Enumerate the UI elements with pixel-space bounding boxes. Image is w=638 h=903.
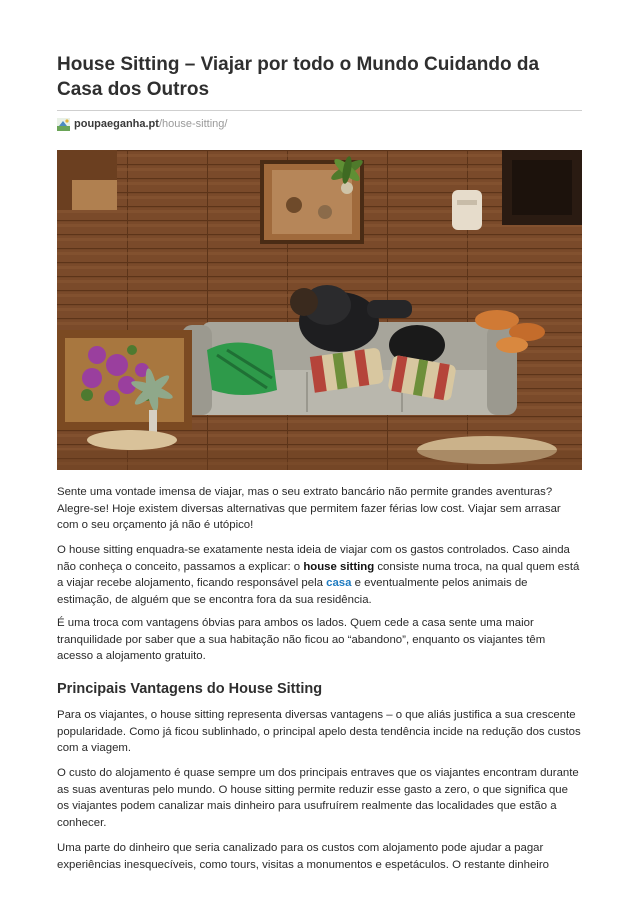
casa-link[interactable]: casa <box>326 577 352 589</box>
section-heading-advantages: Principais Vantagens do House Sitting <box>57 681 323 697</box>
paragraph-exchange: É uma troca com vantagens óbvias para ambos os lados. Quem cede a casa sente uma maior tranquilidade por saber que a sua habitação não ficou ao “abandono”, enquanto os viajantes têm acesso a alojamento gratuito. <box>57 617 546 662</box>
paragraph-concept <box>57 542 582 608</box>
hero-image-living-room <box>57 150 582 470</box>
paragraph-concept-part-3: e eventualmente pelos animais de estimação, de alguém que se encontra fora da sua residência. <box>57 577 528 606</box>
paragraph-intro: Sente uma vontade imensa de viajar, mas o seu extrato bancário não permite grandes aventuras? Alegre-se! Hoje existem diversas alternativas que permitem fazer férias low cost. Viajar sem arrasar com o seu orçamento já não é utópico! <box>57 486 561 531</box>
source-line <box>57 117 227 131</box>
title-divider <box>57 110 582 111</box>
paragraph-concept-part-2: consiste numa troca, na qual quem está a viajar recebe alojamento, ficando responsável pela <box>57 560 580 589</box>
paragraph-advantages: Para os viajantes, o house sitting representa diversas vantagens – o que aliás justifica a sua crescente popularidade. Como já ficou sublinhado, o principal apelo desta tendência incide na redução dos custos com a viagem. <box>57 709 581 754</box>
site-favicon-icon <box>57 118 70 131</box>
source-domain[interactable]: poupaeganha.pt <box>74 118 159 130</box>
article-title: House Sitting – Viajar por todo o Mundo Cuidando da Casa dos Outros <box>57 54 540 100</box>
bold-house-sitting: house sitting <box>303 560 375 573</box>
paragraph-experiences: Uma parte do dinheiro que seria canalizado para os custos com alojamento pode ajudar a pagar experiências inesquecíveis, como tours, visitas a monumentos e espetáculos. O restante dinheiro <box>57 842 549 871</box>
source-path[interactable]: /house-sitting/ <box>158 118 228 130</box>
paragraph-accommodation-cost: O custo do alojamento é quase sempre um dos principais entraves que os viajantes encontram durante as suas aventuras pelo mundo. O house sitting permite reduzir esse gasto a zero, o que significa que os viajantes podem canalizar mais dinheiro para usufruírem realmente das localidades que estão a conhecer. <box>57 767 579 829</box>
paragraph-concept-part-1: O house sitting enquadra-se exatamente nesta ideia de viajar com os gastos controlados. Caso ainda não conheça o conceito, passamos a explicar: o <box>57 544 570 573</box>
